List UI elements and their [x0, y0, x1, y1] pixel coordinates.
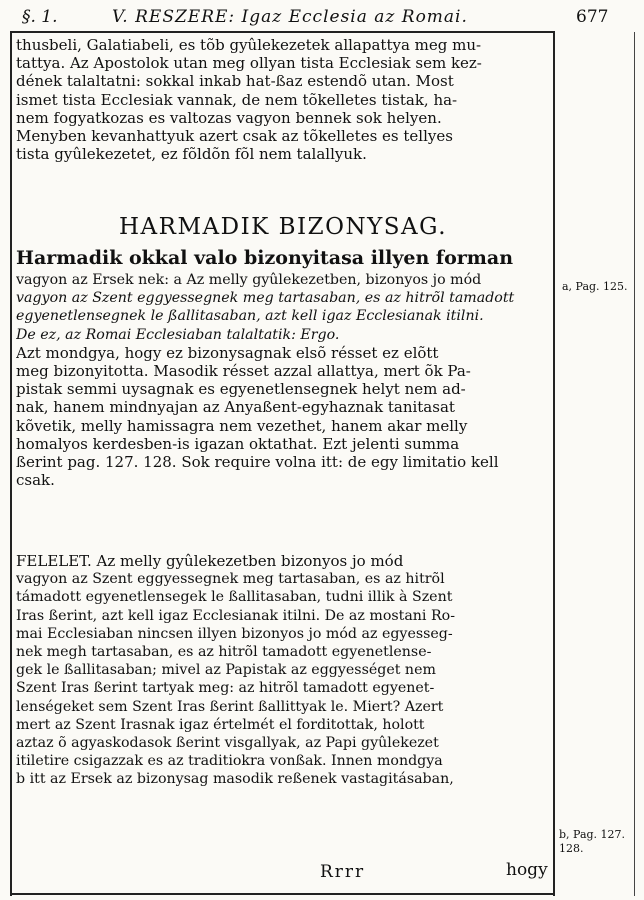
chapter-heading: HARMADIK BIZONYSAG. — [118, 214, 448, 240]
margin-note-a: a, Pag. 125. — [562, 280, 628, 293]
text-line: b itt az Ersek az bizonysag masodik reßenek vastagitásaban, — [16, 771, 454, 788]
section-mark: §. 1. — [22, 7, 58, 27]
text-line: pistak semmi uysagnak es egyenetlensegnek helyt nem ad- — [16, 380, 466, 399]
text-line: támadott egyenetlensegek le ßallitasaban, tudni illik à Szent — [16, 589, 453, 606]
frame-left-rule — [10, 32, 12, 896]
text-line: csak. — [16, 471, 55, 490]
text-line: vagyon az Ersek nek: a Az melly gyûlekezetben, bizonyos jo mód — [16, 272, 482, 288]
text-line: tattya. Az Apostolok utan meg ollyan tista Ecclesiak sem kez- — [16, 54, 482, 73]
text-line: Szent Iras ßerint tartyak meg: az hitrõl tamadott egyenet- — [16, 680, 435, 697]
frame-bottom-rule — [10, 893, 555, 895]
text-line: ßerint pag. 127. 128. Sok require volna itt: de egy limitatio kell — [16, 452, 499, 471]
text-line: vagyon az Szent eggyessegnek meg tartasaban, es az hitrõl tamadott — [16, 290, 515, 307]
margin-note-b-line: b, Pag. 127. — [559, 828, 626, 841]
text-line: nem fogyatkozas es valtozas vagyon bennek sok helyen. — [16, 108, 442, 127]
text-line: meg bizonyitotta. Masodik résset azzal allattya, mert õk Pa- — [16, 361, 471, 380]
text-line: vagyon az Szent eggyessegnek meg tartasaban, es az hitrõl — [16, 571, 445, 588]
text-line: mai Ecclesiaban nincsen illyen bizonyos jo mód az egyesseg- — [16, 625, 453, 642]
text-line: Azt mondgya, hogy ez bizonysagnak elsõ résset ez elõtt — [16, 343, 439, 362]
paragraph-2 — [16, 271, 550, 489]
paragraph-1 — [16, 36, 550, 163]
text-line: Iras ßerint, azt kell igaz Ecclesianak itilni. De az mostani Ro- — [16, 607, 456, 624]
text-line: kõvetik, melly hamissagra nem vezethet, hanem akar melly — [16, 416, 468, 435]
text-line: De ez, az Romai Ecclesiaban talaltatik: Ergo. — [16, 326, 340, 343]
text-line: nek megh tartasaban, es az hitrõl tamadott egyenetlense- — [16, 643, 432, 660]
signature-mark: Rrrr — [320, 862, 366, 882]
page-number: 677 — [576, 7, 609, 27]
text-line: aztaz õ agyaskodasok ßerint visgallyak, az Papi gyûlekezet — [16, 734, 439, 751]
margin-note-b — [559, 828, 625, 856]
section-subheading: Harmadik okkal valo bizonyitasa illyen forman — [16, 247, 514, 269]
text-line: egyenetlensegnek le ßallitasaban, azt kell igaz Ecclesianak itilni. — [16, 308, 484, 325]
frame-right-rule — [553, 32, 555, 896]
text-line: dének talaltatni: sokkal inkab hat-ßaz estendõ utan. Most — [16, 72, 454, 91]
text-line: FELELET. Az melly gyûlekezetben bizonyos jo mód — [16, 552, 404, 570]
running-title: V. RESZERE: Igaz Ecclesia az Romai. — [112, 7, 468, 27]
text-line: thusbeli, Galatiabeli, es tõb gyûlekezetek allapattya meg mu- — [16, 36, 482, 54]
outer-margin-rule — [634, 32, 635, 896]
text-line: lenségeket sem Szent Iras ßerint ßallittyak le. Miert? Azert — [16, 698, 444, 715]
catchword: hogy — [506, 860, 548, 880]
text-line: gek le ßallitasaban; mivel az Papistak az eggyességet nem — [16, 662, 436, 679]
paragraph-3 — [16, 552, 550, 788]
text-line: itiletire csigazzak es az traditiokra vonßak. Innen mondgya — [16, 753, 443, 770]
frame-top-rule — [10, 31, 555, 33]
text-line: Menyben kevanhattyuk azert csak az tõkelletes es tellyes — [16, 126, 453, 145]
text-line: tista gyûlekezetet, ez fõldõn fõl nem talallyuk. — [16, 145, 367, 164]
margin-note-b-line: 128. — [559, 842, 584, 855]
text-line: homalyos kerdesben-is igazan oktathat. Ezt jelenti summa — [16, 434, 460, 453]
text-line: ismet tista Ecclesiak vannak, de nem tõkelletes tistak, ha- — [16, 90, 458, 109]
text-line: nak, hanem mindnyajan az Anyaßent-egyhaznak tanitasat — [16, 398, 455, 417]
text-line: mert az Szent Irasnak igaz értelmét el forditottak, holott — [16, 716, 425, 733]
